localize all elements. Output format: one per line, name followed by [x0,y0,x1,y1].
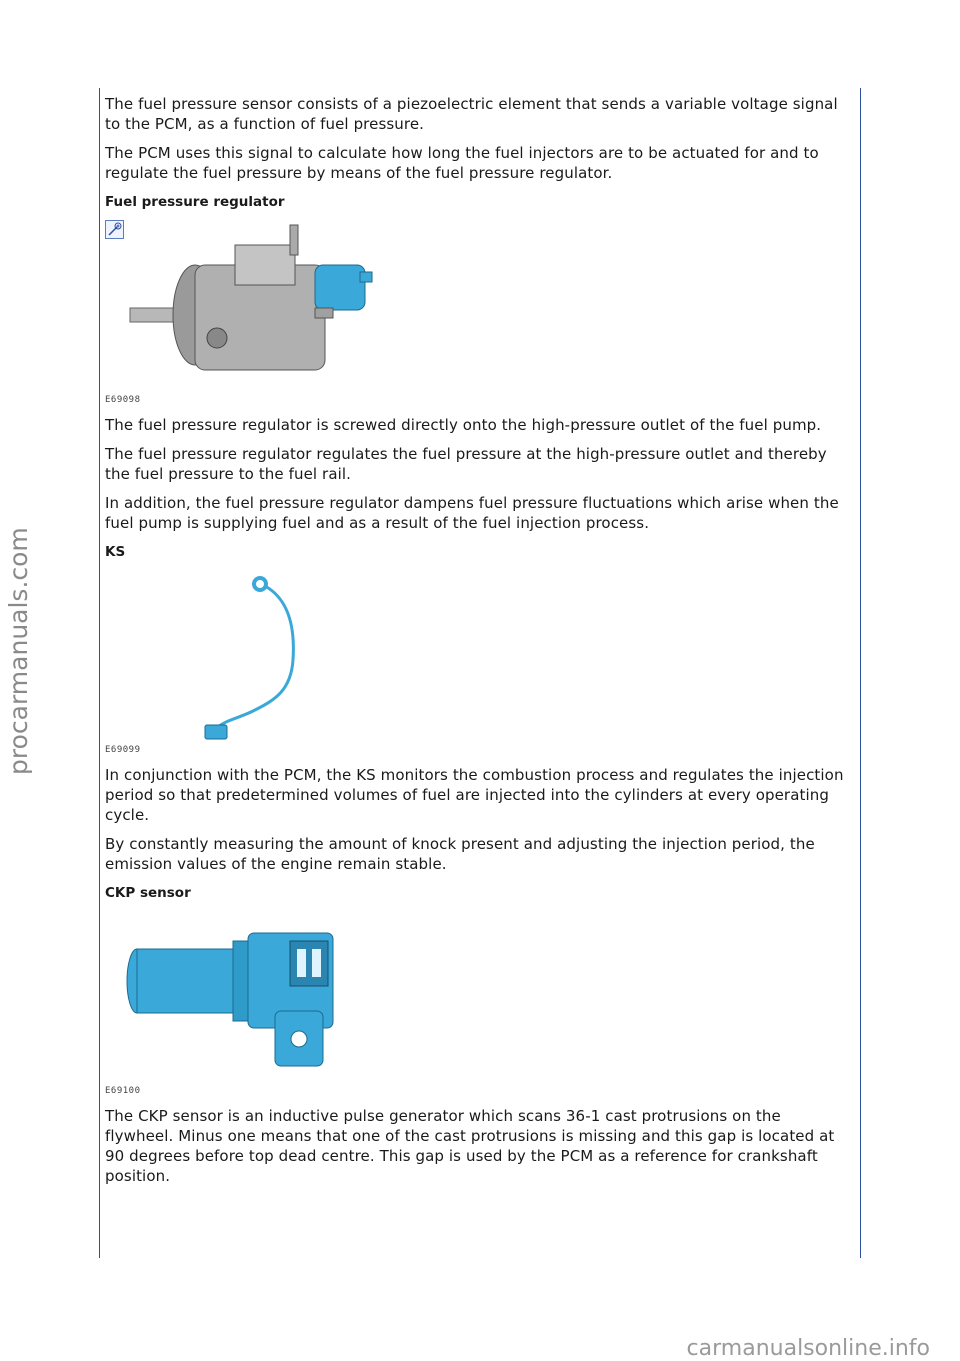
figure-code: E69100 [105,1086,141,1096]
figure-fuel-pressure-regulator [105,220,405,405]
ckp-sensor-illustration [105,911,405,1086]
paragraph: The CKP sensor is an inductive pulse generator which scans 36-1 cast protrusions on the flywheel. Minus one means that one of the cast protrusions is missing and this gap is located at 90 degrees before top dead centre. This gap is used by the PCM as a reference for crankshaft position. [105,1107,835,1185]
figure-ckp-sensor [105,911,405,1096]
section-heading-fuel-pressure-regulator: Fuel pressure regulator [105,194,285,210]
fuel-pump-illustration [105,220,405,390]
paragraph: The fuel pressure regulator is screwed directly onto the high-pressure outlet of the fuel pump. [105,416,822,434]
zoom-icon[interactable] [105,220,124,239]
document-content [105,94,850,1195]
paragraph: The PCM uses this signal to calculate how long the fuel injectors are to be actuated for and to regulate the fuel pressure by means of the fuel pressure regulator. [105,144,819,182]
figure-code: E69098 [105,395,141,405]
side-watermark[interactable]: procarmanuals.com [4,527,33,775]
paragraph: By constantly measuring the amount of knock present and adjusting the injection period, the emission values of the engine remain stable. [105,835,815,873]
paragraph: The fuel pressure sensor consists of a piezoelectric element that sends a variable voltage signal to the PCM, as a function of fuel pressure. [105,95,838,133]
section-heading-ckp-sensor: CKP sensor [105,885,191,901]
figure-knock-sensor [105,570,405,755]
paragraph: In conjunction with the PCM, the KS monitors the combustion process and regulates the injection period so that predetermined volumes of fuel are injected into the cylinders at every operating cycle. [105,766,844,824]
paragraph: The fuel pressure regulator regulates the fuel pressure at the high-pressure outlet and thereby the fuel pressure to the fuel rail. [105,445,827,483]
knock-sensor-illustration [105,570,405,755]
bottom-watermark[interactable]: carmanualsonline.info [686,1336,930,1361]
paragraph: In addition, the fuel pressure regulator dampens fuel pressure fluctuations which arise when the fuel pump is supplying fuel and as a result of the fuel injection process. [105,494,839,532]
section-heading-ks: KS [105,544,126,560]
figure-code: E69099 [105,745,141,755]
